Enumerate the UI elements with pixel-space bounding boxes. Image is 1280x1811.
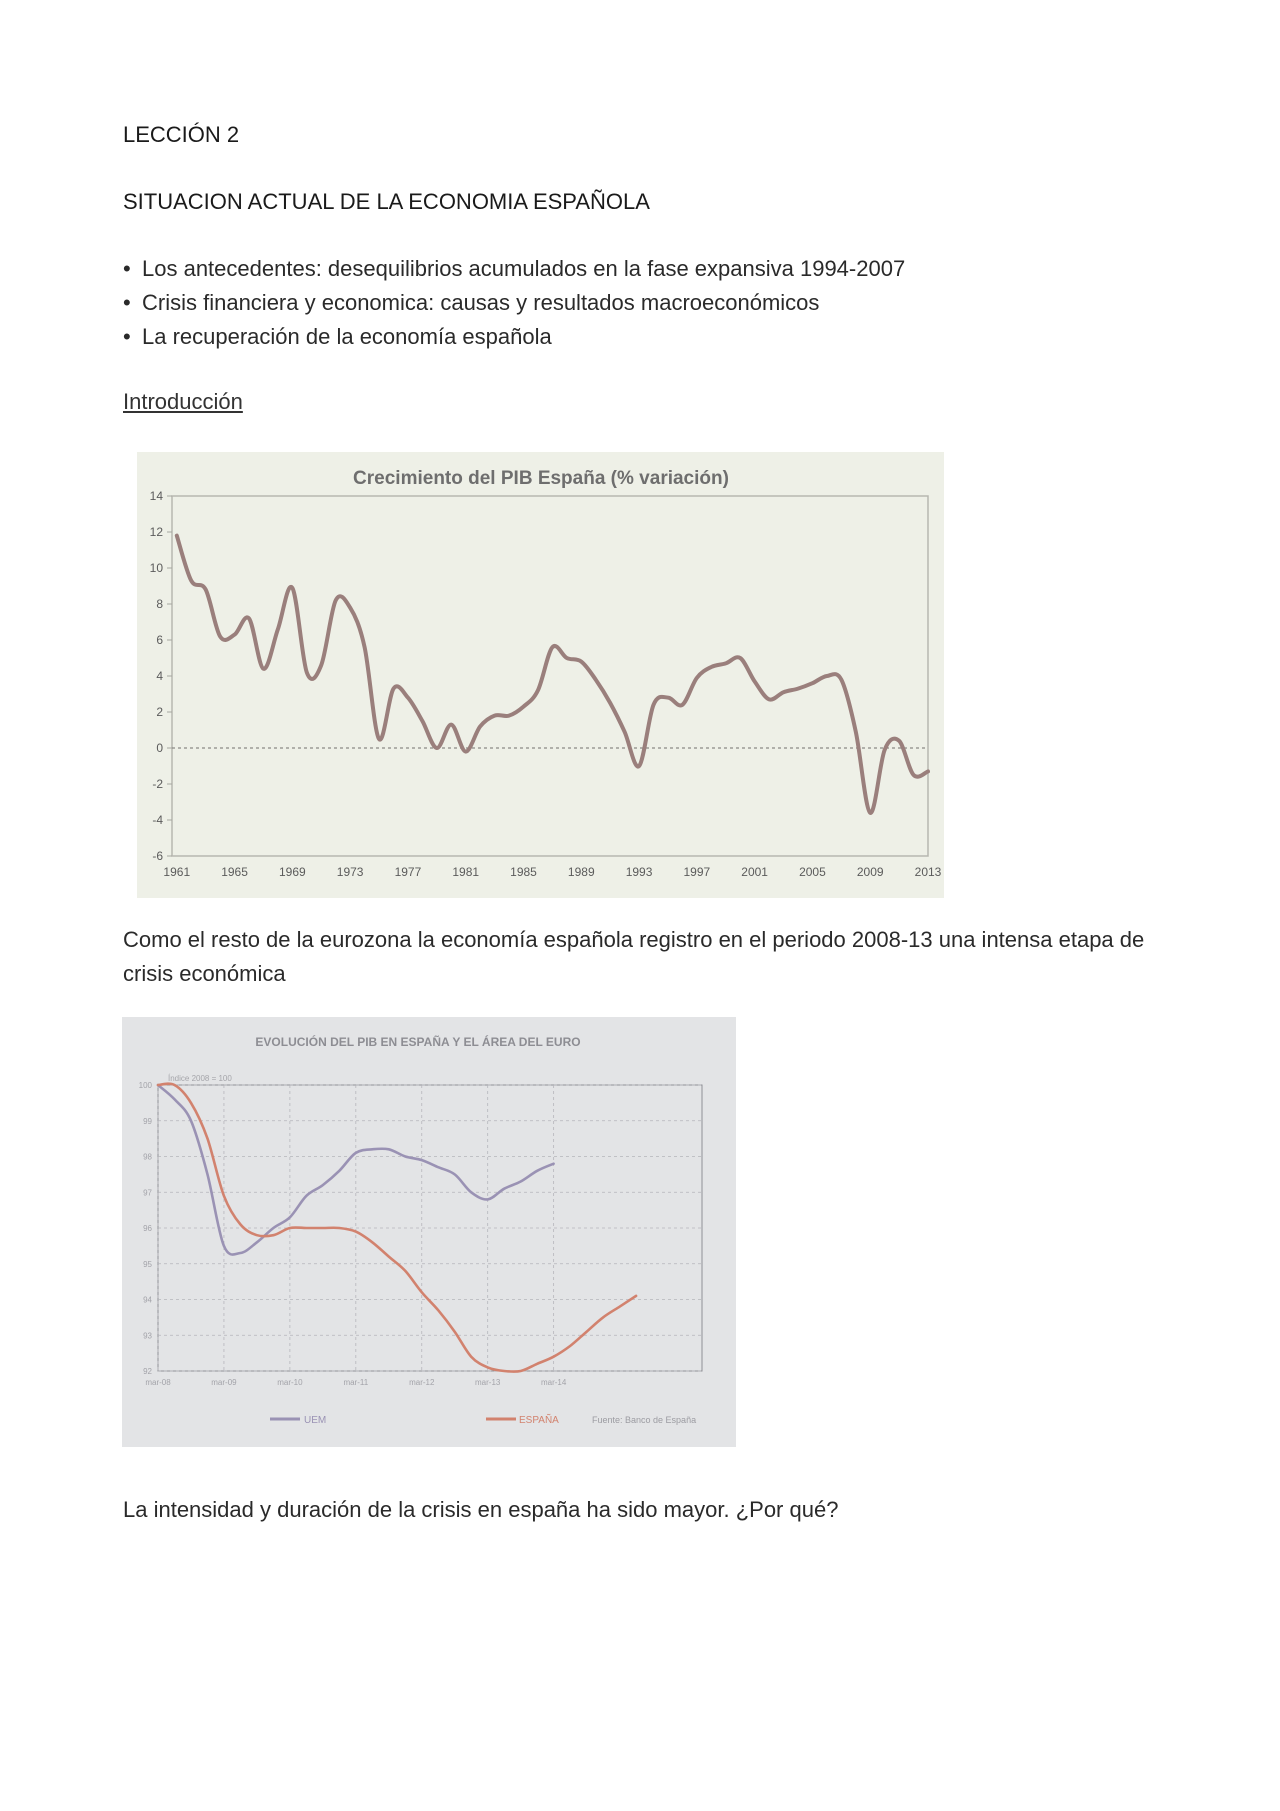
chart-title: EVOLUCIÓN DEL PIB EN ESPAÑA Y EL ÁREA DEL EURO [255,1035,581,1049]
list-item [123,252,905,286]
y-tick-label: 93 [143,1331,152,1341]
gdp-evolution-chart [122,1017,736,1447]
y-tick-label: 14 [149,489,163,503]
paragraph-eurozone: Como el resto de la eurozona la economía española registro en el periodo 2008-13 una intensa etapa de crisis económica [123,927,1145,986]
x-tick-label: mar-10 [277,1378,303,1387]
x-tick-label: 1981 [452,865,480,879]
y-tick-label: 6 [156,633,163,647]
y-tick-label: -2 [152,777,163,791]
y-tick-label: 99 [143,1116,152,1126]
x-tick-label: mar-11 [343,1378,369,1387]
x-tick-label: 2001 [741,865,768,879]
document-title: SITUACION ACTUAL DE LA ECONOMIA ESPAÑOLA [123,189,650,214]
y-tick-label: 92 [143,1367,152,1376]
x-tick-label: 1989 [567,865,595,879]
y-tick-label: 97 [143,1188,152,1198]
x-tick-label: 1961 [163,865,191,879]
y-tick-label: 8 [156,597,163,611]
y-tick-label: -6 [152,849,163,863]
x-tick-label: 1993 [625,865,653,879]
intro-heading: Introducción [123,389,243,414]
x-tick-label: 1973 [336,865,364,879]
x-tick-label: 1997 [683,865,711,879]
y-tick-label: 12 [149,525,163,539]
gdp-growth-line [177,536,928,813]
x-tick-label: mar-13 [475,1378,501,1387]
x-tick-label: 2013 [914,865,942,879]
y-tick-label: -4 [152,813,163,827]
x-tick-label: 2005 [799,865,826,879]
y-tick-label: 2 [156,705,163,719]
x-tick-label: 1965 [221,865,248,879]
chart-subtitle: Índice 2008 = 100 [168,1074,232,1083]
x-tick-label: mar-08 [145,1378,171,1387]
lesson-heading: LECCIÓN 2 [123,122,240,147]
y-tick-label: 94 [143,1295,152,1305]
legend-label-uem: UEM [304,1415,327,1426]
legend-label-espana: ESPAÑA [519,1415,559,1426]
y-tick-label: 95 [143,1259,152,1269]
list-item-text: La recuperación de la economía española [142,324,552,349]
gdp-growth-chart-svg [137,452,944,898]
gdp-evolution-chart-svg [122,1017,736,1447]
paragraph-question: La intensidad y duración de la crisis en españa ha sido mayor. ¿Por qué? [123,1497,839,1522]
chart-title: Crecimiento del PIB España (% variación) [353,468,729,489]
y-tick-label: 10 [149,561,163,575]
list-item [123,286,905,320]
y-tick-label: 96 [143,1224,152,1233]
x-tick-label: mar-14 [540,1378,567,1387]
list-item-text: Crisis financiera y economica: causas y resultados macroeconómicos [142,290,820,315]
x-tick-label: mar-12 [409,1378,435,1387]
x-tick-label: 2009 [856,865,884,879]
x-tick-label: mar-09 [211,1378,237,1387]
x-tick-label: 1977 [394,865,422,879]
bullet-icon: • [123,324,131,349]
espana-series-line [158,1084,636,1372]
chart-legend [270,1413,696,1426]
y-tick-label: 0 [156,741,163,755]
chart-source: Fuente: Banco de España [592,1415,697,1425]
topic-list [123,252,905,354]
x-tick-label: 1985 [510,865,537,879]
gdp-growth-chart [137,452,944,898]
list-item [123,320,905,354]
y-tick-label: 100 [138,1081,152,1090]
y-tick-label: 4 [156,669,163,683]
plot-area-frame [172,496,928,856]
bullet-icon: • [123,290,131,315]
list-item-text: Los antecedentes: desequilibrios acumulados en la fase expansiva 1994-2007 [142,256,906,281]
x-tick-label: 1969 [278,865,306,879]
bullet-icon: • [123,256,131,281]
y-tick-label: 98 [143,1152,152,1162]
